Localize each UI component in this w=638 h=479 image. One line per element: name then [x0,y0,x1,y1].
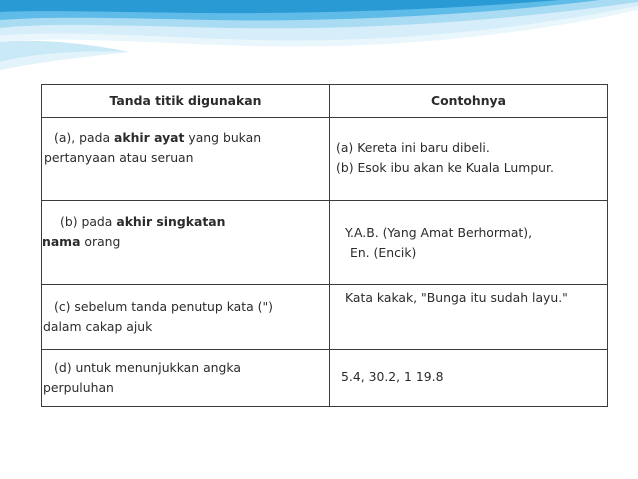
usage-bold-text: nama [42,234,81,249]
usage-line-2: perpuluhan [43,380,114,395]
usage-line-2: pertanyaan atau seruan [44,150,194,165]
header-usage: Tanda titik digunakan [42,85,330,118]
table-header-row [42,85,608,118]
usage-cell [42,118,330,201]
usage-line-1: (d) untuk menunjukkan angka [54,360,241,375]
header-example: Contohnya [330,85,608,118]
table-row [42,201,608,285]
example-cell [330,350,608,407]
example-line-1: 5.4, 30.2, 1 19.8 [341,369,444,384]
usage-text: orang [80,234,121,249]
example-line-2: (b) Esok ibu akan ke Kuala Lumpur. [336,160,554,175]
example-line-1: Kata kakak, "Bunga itu sudah layu." [345,290,568,305]
example-line-2: En. (Encik) [350,245,417,260]
example-line-1: Y.A.B. (Yang Amat Berhormat), [345,225,533,240]
usage-line-1: (c) sebelum tanda penutup kata (") [54,299,274,314]
usage-cell [42,350,330,407]
table-row [42,350,608,407]
usage-text: yang bukan [184,130,262,145]
example-cell [330,118,608,201]
usage-text: (a), pada [54,130,114,145]
usage-text: (b) pada [60,214,117,229]
punctuation-table [41,84,608,407]
usage-bold-text: akhir ayat [114,130,185,145]
usage-bold-text: akhir singkatan [116,214,226,229]
table-row [42,285,608,350]
usage-cell [42,285,330,350]
table-row [42,118,608,201]
usage-line-2: dalam cakap ajuk [43,319,153,334]
example-line-1: (a) Kereta ini baru dibeli. [336,140,490,155]
header-swoosh-decoration [0,0,638,80]
usage-line-1 [42,118,329,148]
example-cell [330,285,608,350]
usage-line-2 [42,232,329,252]
usage-cell [42,201,330,285]
example-cell [330,201,608,285]
usage-line-1 [42,201,329,232]
